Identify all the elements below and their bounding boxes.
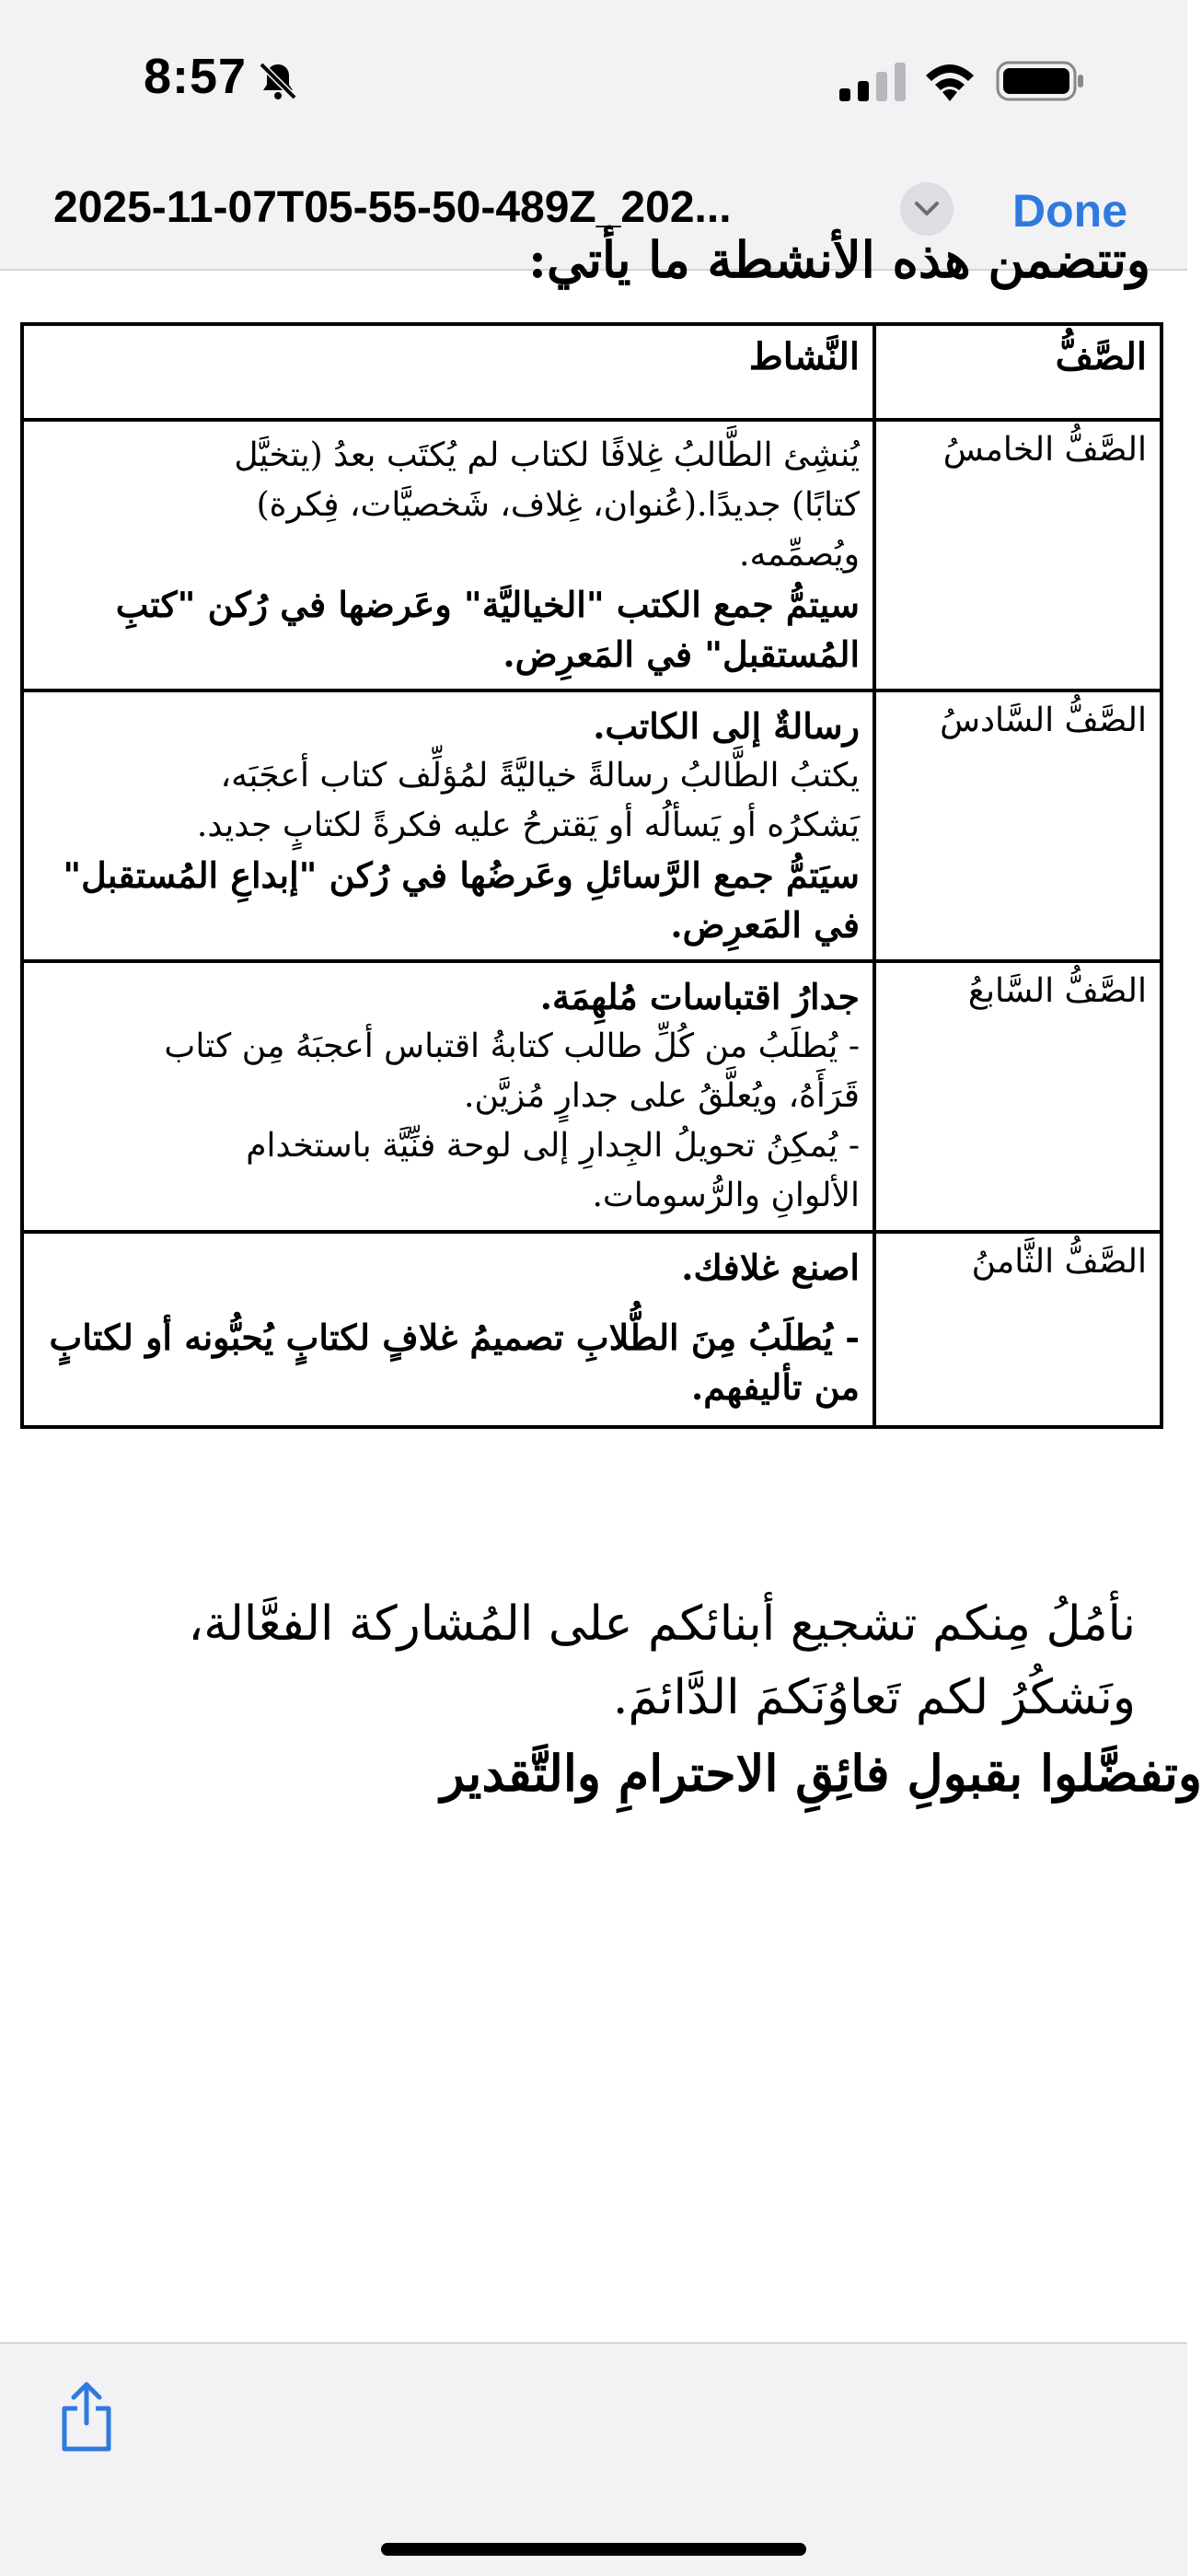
- table-row: [22, 1232, 1162, 1427]
- activities-table: [20, 322, 1163, 1429]
- home-indicator[interactable]: [381, 2543, 806, 2556]
- cut-heading: وتتضمن هذه الأنشطة ما يأتي:: [528, 230, 1150, 289]
- activity-cell: [22, 420, 874, 690]
- closing-paragraph: [22, 1587, 1136, 1735]
- activity-cell: [22, 1232, 874, 1427]
- bell-slash-icon: [256, 59, 300, 103]
- activity-note: - يُطلَبُ مِنَ الطُّلابِ تصميمُ غلافٍ لكتابٍ يُحبُّونه أو لكتابٍ من تأليفهم.: [49, 1317, 860, 1408]
- activity-line: - يُطلَبُ من كُلِّ طالب كتابةُ اقتباس أعجبَهُ مِن كتاب: [164, 1027, 860, 1065]
- bottom-toolbar: [0, 2342, 1187, 2576]
- grade-cell: الصَّفُّ السَّادسُ: [874, 690, 1162, 961]
- activity-title: اصنع غلافك.: [681, 1247, 860, 1288]
- activity-line: ويُصمِّمه.: [739, 536, 860, 574]
- table-row: [22, 961, 1162, 1232]
- activity-line: كتابًا) جديدًا.(عُنوان، غِلاف، شَخصيَّات، فِكرة): [256, 486, 860, 524]
- activity-line: الألوانِ والرُّسومات.: [592, 1177, 860, 1214]
- activity-line: قَرَأَهُ، ويُعلَّقُ على جدارٍ مُزيَّن.: [464, 1077, 860, 1115]
- cellular-signal-icon: [839, 63, 906, 101]
- activity-title: رسالةٌ إلى الكاتب.: [593, 705, 860, 747]
- wifi-icon: [922, 59, 977, 103]
- activity-line: يُنشِئ الطَّالبُ غِلافًا لكتاب لم يُكتَب بعدُ (يتخيَّل: [234, 436, 860, 474]
- activity-line: يَشكرُه أو يَسألُه أو يَقترحُ عليه فكرةً لكتابٍ جديد.: [196, 806, 860, 844]
- done-button[interactable]: Done: [1012, 185, 1127, 237]
- activity-cell: [22, 961, 874, 1232]
- activity-line: - يُمكِنُ تحويلُ الجِدارِ إلى لوحة فنِّيَّة باستخدام: [246, 1127, 860, 1165]
- activity-title: جدارُ اقتباسات مُلهِمَة.: [539, 976, 860, 1017]
- activity-cell: [22, 690, 874, 961]
- activity-note: سيتمُّ جمع الكتب "الخياليَّة" وعَرضها في رُكن "كتبِ المُستقبل" في المَعرِض.: [115, 584, 860, 675]
- document-title[interactable]: 2025-11-07T05-55-50-489Z_202...: [53, 183, 732, 232]
- table-header-row: [22, 324, 1162, 420]
- closing-line: نأمُلُ مِنكم تشجيع أبنائكم على المُشاركة الفعَّالة،: [188, 1596, 1136, 1652]
- activity-line: يكتبُ الطَّالبُ رسالةً خياليَّةً لمُؤلِّف كتاب أعجَبَه،: [220, 757, 860, 795]
- regards-line: وتفضَّلوا بقبولِ فائِقِ الاحترامِ والتَّقدير: [440, 1744, 1202, 1803]
- battery-icon: [996, 61, 1084, 101]
- status-bar: [0, 0, 1187, 157]
- grade-cell: الصَّفُّ الثَّامنُ: [874, 1232, 1162, 1427]
- grade-cell: الصَّفُّ السَّابعُ: [874, 961, 1162, 1232]
- closing-line: ونَشكُرُ لكم تَعاوُنَكمَ الدَّائمَ.: [612, 1670, 1136, 1725]
- chevron-down-icon: [914, 201, 940, 217]
- grade-cell: الصَّفُّ الخامسُ: [874, 420, 1162, 690]
- activity-note: سيَتمُّ جمع الرَّسائلِ وعَرضُها في رُكن "إبداعِ المُستقبل" في المَعرِض.: [63, 854, 860, 946]
- share-icon[interactable]: [57, 2381, 116, 2453]
- table-row: [22, 420, 1162, 690]
- document-page: [0, 230, 1202, 2342]
- title-menu-button[interactable]: [900, 182, 954, 236]
- header-activity: النَّشاط: [22, 324, 874, 420]
- header-grade: الصَّفُّ: [874, 324, 1162, 420]
- table-row: [22, 690, 1162, 961]
- status-time: 8:57: [144, 49, 248, 104]
